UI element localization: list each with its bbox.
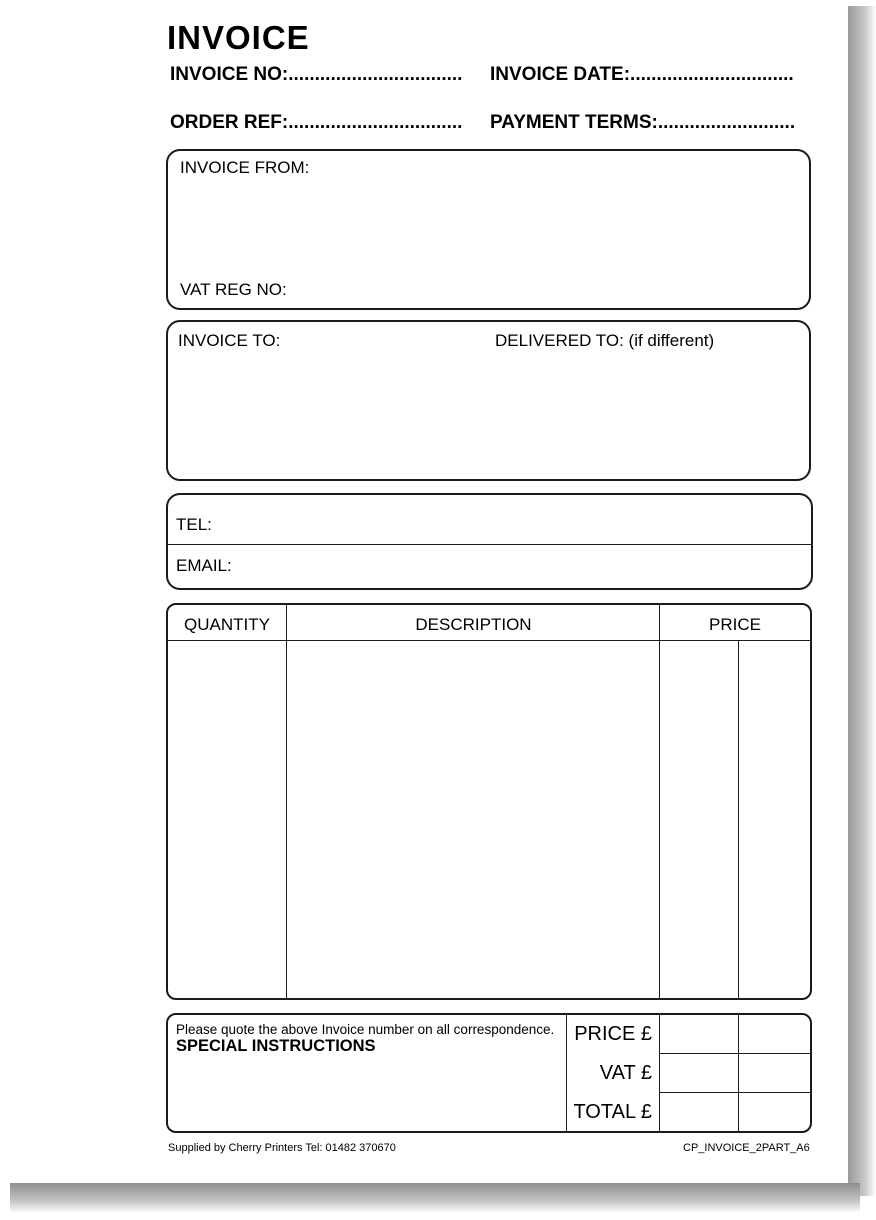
- table-header-description: DESCRIPTION: [415, 615, 532, 634]
- invoice-no-field[interactable]: INVOICE NO:.................................: [170, 64, 463, 85]
- totals-box: [166, 1013, 812, 1133]
- totals-divider-main: [566, 1015, 567, 1131]
- vat-pence-field[interactable]: [739, 1054, 810, 1092]
- invoice-to-box[interactable]: [166, 320, 811, 481]
- vat-pounds-field[interactable]: [660, 1054, 738, 1092]
- price-pence-field[interactable]: [739, 1015, 810, 1053]
- price-pounds-field[interactable]: [660, 1015, 738, 1053]
- grand-total-label: TOTAL £: [573, 1101, 652, 1123]
- page-shadow-right: [848, 6, 876, 1196]
- column-divider-description: [659, 605, 660, 998]
- column-divider-price-pence: [738, 641, 739, 998]
- page-shadow-bottom: [10, 1183, 860, 1213]
- supplier-footer: Supplied by Cherry Printers Tel: 01482 370670: [168, 1142, 396, 1154]
- invoice-title: INVOICE: [167, 19, 310, 56]
- special-instructions-label: SPECIAL INSTRUCTIONS: [176, 1037, 376, 1055]
- order-ref-field[interactable]: ORDER REF:.................................: [170, 112, 463, 133]
- payment-terms-field[interactable]: PAYMENT TERMS:..........................: [490, 112, 796, 133]
- vat-reg-no-label: VAT REG NO:: [180, 280, 287, 299]
- column-divider-quantity: [286, 605, 287, 998]
- vat-total-label: VAT £: [599, 1062, 652, 1084]
- invoice-from-box[interactable]: [166, 149, 811, 310]
- contact-divider: [168, 544, 811, 545]
- invoice-to-label: INVOICE TO:: [178, 331, 281, 350]
- email-label: EMAIL:: [176, 556, 232, 575]
- correspondence-note: Please quote the above Invoice number on all correspondence.: [176, 1022, 555, 1037]
- total-pounds-field[interactable]: [660, 1093, 738, 1131]
- total-pence-field[interactable]: [739, 1093, 810, 1131]
- form-code: CP_INVOICE_2PART_A6: [683, 1142, 810, 1154]
- contact-box: [166, 493, 813, 590]
- table-header-divider: [168, 640, 810, 641]
- table-header-price: PRICE: [709, 615, 761, 634]
- invoice-date-field[interactable]: INVOICE DATE:...............................: [490, 64, 794, 85]
- table-header-quantity: QUANTITY: [184, 615, 270, 634]
- price-total-label: PRICE £: [574, 1023, 652, 1045]
- invoice-from-label: INVOICE FROM:: [180, 158, 310, 177]
- tel-label: TEL:: [176, 515, 212, 534]
- delivered-to-label: DELIVERED TO: (if different): [495, 331, 715, 350]
- items-table[interactable]: [166, 603, 812, 1000]
